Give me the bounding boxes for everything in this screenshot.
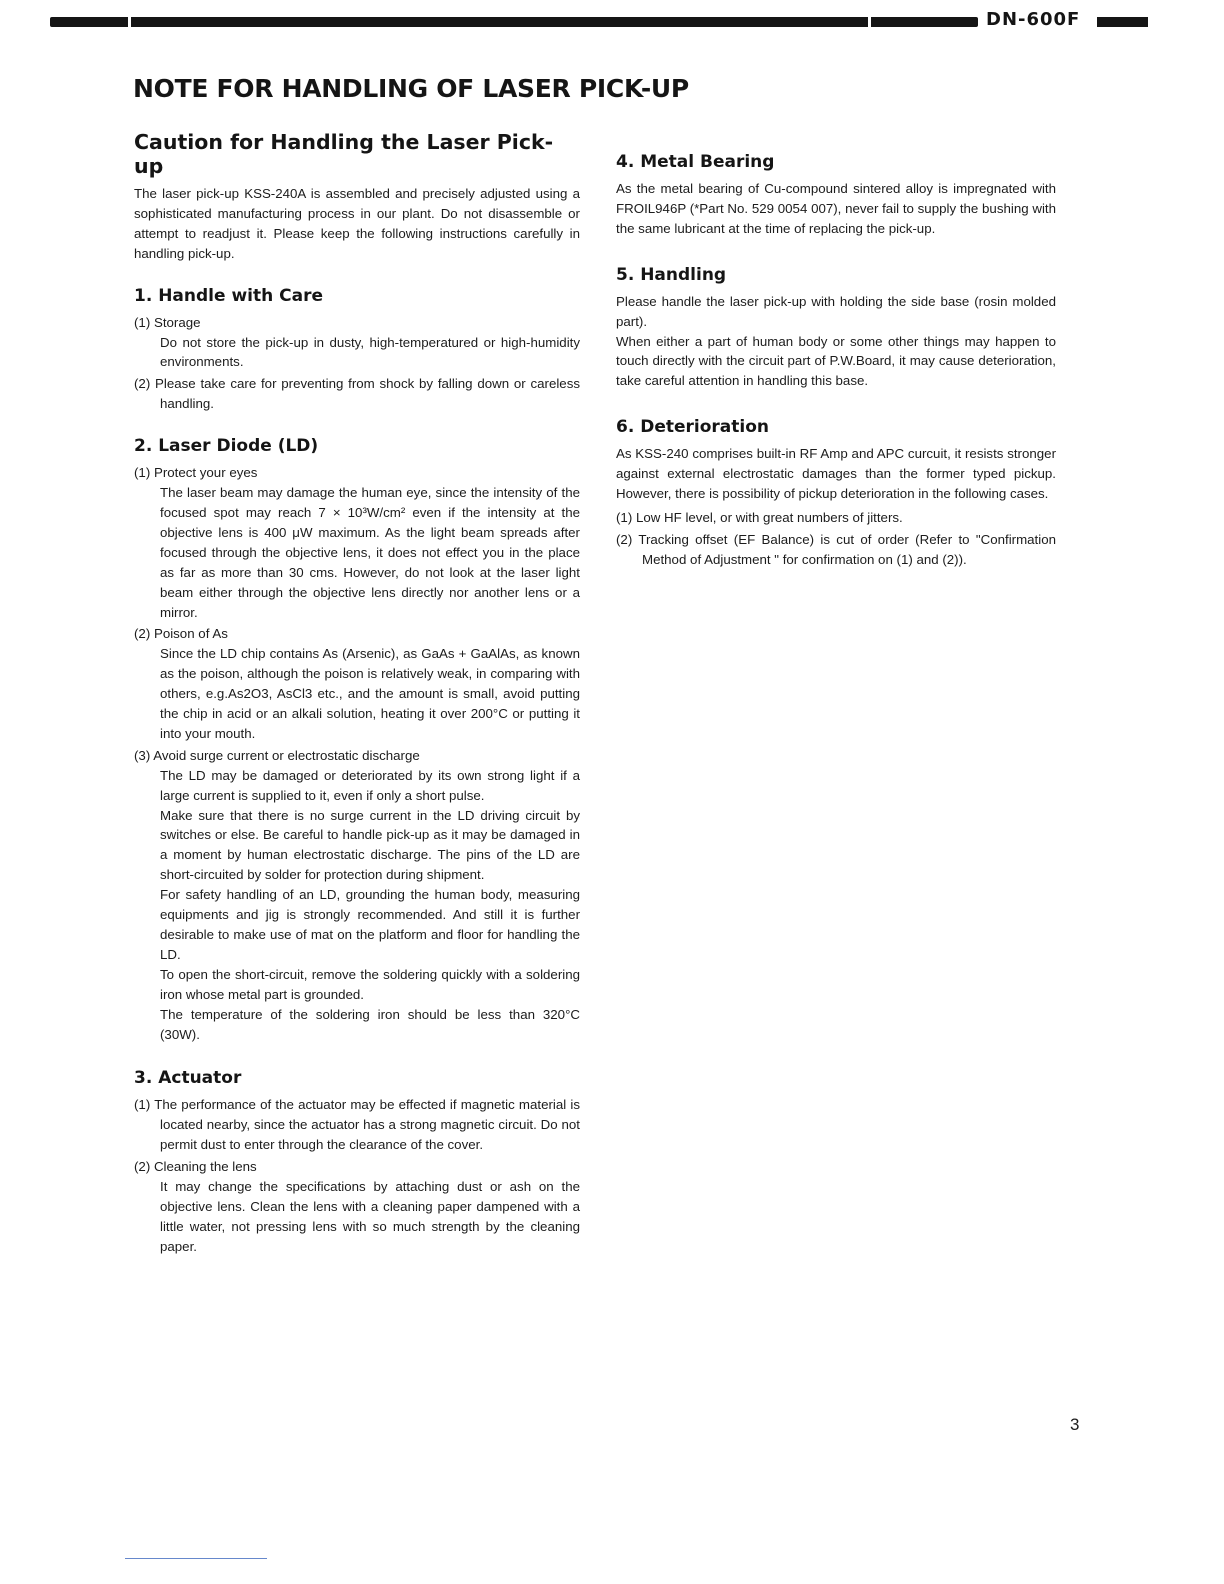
- item-label: (1) Protect your eyes: [134, 465, 258, 481]
- item-paragraph: Since the LD chip contains As (Arsenic), as GaAs + GaAlAs, as known as the poison, although the poison is relatively weak, in comparing with others, e.g.As2O3, AsCl3 etc., and the amount is small, avoid putting the chip in acid or an alkali solution, heating it over 200°C or putting it into your mouth.: [160, 646, 580, 741]
- section-handling: [616, 265, 1056, 392]
- section-paragraph: As KSS-240 comprises built-in RF Amp and APC curcuit, it resists stronger against external electrostatic damages than the former typed pickup. However, there is possibility of pickup deterioration in the following cases.: [616, 446, 1056, 502]
- section-paragraph: When either a part of human body or some other things may happen to touch directly with the circuit part of P.W.Board, it may cause deterioration, take careful attention in handling this base.: [616, 333, 1056, 389]
- item-body: [134, 644, 580, 744]
- item-paragraph: The temperature of the soldering iron should be less than 320°C (30W).: [160, 1006, 580, 1042]
- page-title: NOTE FOR HANDLING OF LASER PICK-UP: [133, 74, 689, 103]
- item-body: [134, 1177, 580, 1257]
- left-column: [134, 130, 580, 1281]
- list-item: [616, 508, 1056, 528]
- section-title: 2. Laser Diode (LD): [134, 436, 319, 457]
- item-label: (1) Storage: [134, 314, 201, 330]
- section-actuator: [134, 1068, 580, 1256]
- item-label: [134, 374, 580, 414]
- section-paragraph: As the metal bearing of Cu-compound sintered alloy is impregnated with FROIL946P (*Part No. 529 0054 007), never fail to supply the bushing with the same lubricant at the time of replacing the pick-up.: [616, 181, 1056, 236]
- section-handle-with-care: [134, 286, 580, 415]
- model-label: DN-600F: [986, 9, 1081, 30]
- section-title: 5. Handling: [616, 264, 727, 285]
- item-label: (3) Avoid surge current or electrostatic discharge: [134, 747, 420, 763]
- item-body: [134, 333, 580, 373]
- section-title: 3. Actuator: [134, 1068, 242, 1089]
- item-label: (2) Poison of As: [134, 626, 228, 642]
- header-rule: [50, 17, 978, 27]
- caution-section: [134, 130, 580, 264]
- footer-rule: [125, 1558, 267, 1559]
- header-rule-tail: [1097, 17, 1148, 27]
- item-label: [134, 1095, 580, 1155]
- section-title: 4. Metal Bearing: [616, 152, 775, 172]
- caution-intro: The laser pick-up KSS-240A is assembled and precisely adjusted using a sophisticated manufacturing process in our plant. Do not disassemble or attempt to readjust it. Please keep the following instructions carefully in handling pick-up.: [134, 186, 580, 261]
- section-deterioration: [616, 417, 1056, 569]
- item-paragraph: The laser beam may damage the human eye, since the intensity of the focused spot may reach 7 × 10³W/cm² even if the intensity at the objective lens is 400 μW maximum. As the light beam spreads after focused through the objective lens, it does not effect you in the place as far as more than 30 cms. However, do not look at the laser light beam either through the objective lens directly nor another lens or a mirror.: [160, 485, 580, 620]
- page-number: 3: [1070, 1415, 1080, 1434]
- item-text: (1) Low HF level, or with great numbers of jitters.: [616, 509, 903, 525]
- right-column: [616, 152, 1056, 594]
- section-paragraph: Please handle the laser pick-up with holding the side base (rosin molded part).: [616, 293, 1056, 329]
- item-paragraph: It may change the specifications by attaching dust or ash on the objective lens. Clean the lens with a cleaning paper dampened with a little water, not pressing lens with so much strength by the cleaning paper.: [160, 1179, 580, 1254]
- section-laser-diode: [134, 436, 580, 1044]
- item-text: (1) The performance of the actuator may be effected if magnetic material is located nearby, since the actuator has a strong magnetic circuit. Do not permit dust to enter through the clearance of the cover.: [134, 1097, 580, 1153]
- item-label: (2) Cleaning the lens: [134, 1159, 257, 1175]
- item-body: [134, 766, 580, 1045]
- item-text: (2) Tracking offset (EF Balance) is cut of order (Refer to "Confirmation Method of Adjustment " for confirmation on (1) and (2)).: [616, 531, 1056, 567]
- item-paragraph: For safety handling of an LD, grounding the human body, measuring equipments and jig is strongly recommended. And still it is further desirable to make use of mat on the platform and floor for handling the LD.: [160, 887, 580, 962]
- caution-title: Caution for Handling the Laser Pick-up: [134, 130, 554, 178]
- item-text: (2) Please take care for preventing from shock by falling down or careless handling.: [134, 376, 580, 412]
- item-paragraph: Do not store the pick-up in dusty, high-temperatured or high-humidity environments.: [160, 334, 580, 370]
- section-title: 6. Deterioration: [616, 417, 769, 438]
- item-paragraph: The LD may be damaged or deteriorated by its own strong light if a large current is supplied to it, even if only a short pulse.: [160, 767, 580, 803]
- item-body: [134, 483, 580, 622]
- section-title: 1. Handle with Care: [134, 285, 323, 306]
- section-metal-bearing: [616, 152, 1056, 239]
- item-paragraph: Make sure that there is no surge current in the LD driving circuit by switches or else. Be careful to handle pick-up as it may be damaged in a moment by human electrostatic discharge. The pins of the LD are short-circuited by solder for protection during shipment.: [160, 807, 580, 883]
- list-item: [616, 530, 1056, 570]
- item-paragraph: To open the short-circuit, remove the soldering quickly with a soldering iron whose metal part is grounded.: [160, 966, 580, 1002]
